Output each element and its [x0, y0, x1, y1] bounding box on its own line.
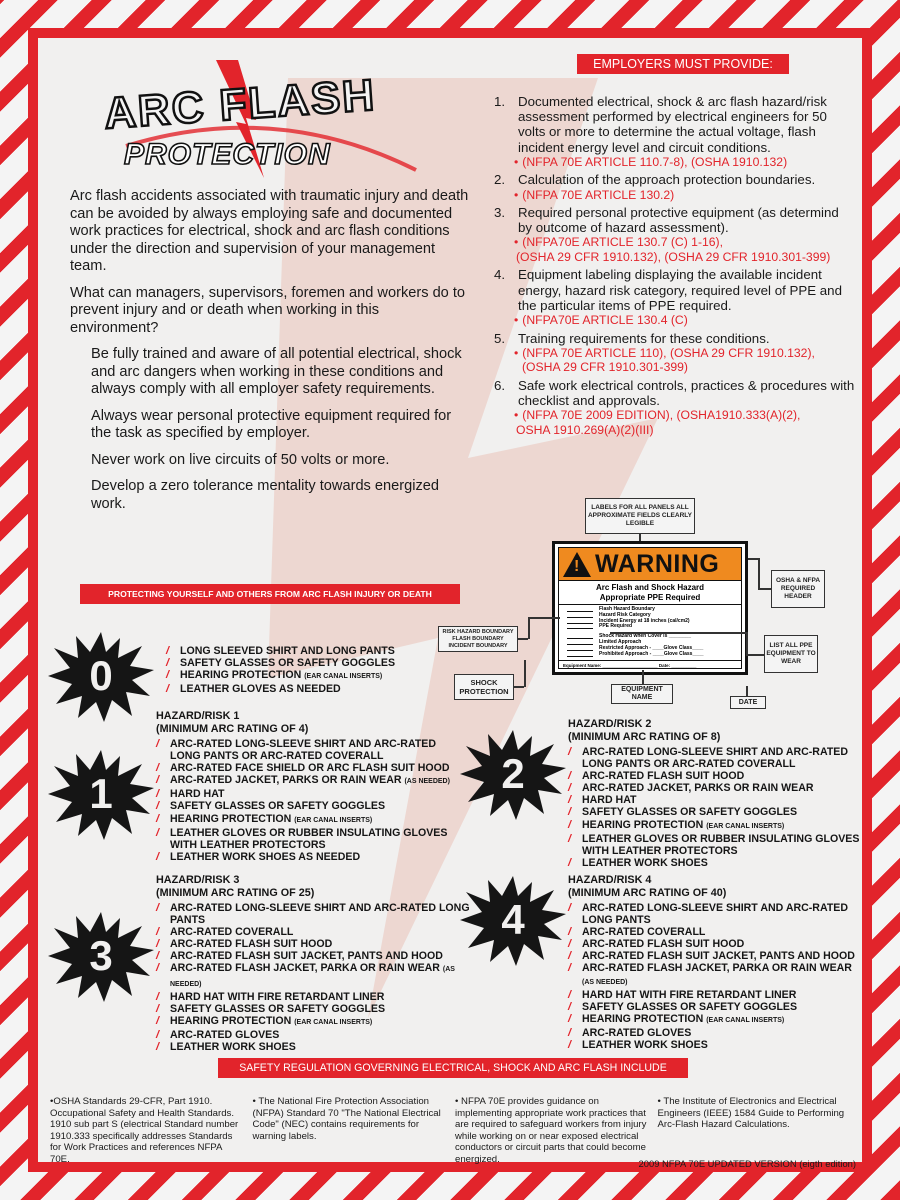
intro-text [70, 188, 470, 522]
employer-item-2: 2. Calculation of the approach protection boundaries. • (NFPA 70E ARTICLE 130.2) [506, 172, 856, 202]
ppe-item: / ARC-RATED JACKET, PARKS OR RAIN WEAR (AS NEEDED) [156, 774, 450, 787]
arc-flash-logo [86, 60, 426, 190]
ppe-item: / HEARING PROTECTION (EAR CANAL INSERTS) [156, 812, 373, 825]
hazard-4-badge: 4 [458, 874, 568, 966]
intro-paragraph: Arc flash accidents associated with traumatic injury and death can be avoided by always employing safe and documented work practices for electrical, shock and arc flash conditions under the direction and supervision of your management team. [70, 188, 469, 274]
connector-line [610, 632, 746, 634]
warning-header: ! WARNING [559, 548, 741, 581]
ppe-item: / ARC-RATED LONG-SLEEVE SHIRT AND ARC-RATED LONG PANTS [568, 902, 849, 927]
hazard-3-badge: 3 [46, 910, 156, 1002]
ppe-item: / ARC-RATED FLASH SUIT HOOD [156, 938, 333, 951]
ppe-item: / ARC-RATED FLASH JACKET, PARKA OR RAIN WEAR (AS NEEDED) [156, 962, 455, 988]
ppe-item: / HEARING PROTECTION (EAR CANAL INSERTS) [156, 1014, 373, 1027]
red-frame [28, 28, 872, 1172]
ppe-item: / LEATHER WORK SHOES [568, 1039, 708, 1052]
warning-fields: Flash Hazard Boundary Hazard Risk Category Incident Energy at 18 inches (cal/cm2) PPE Required Shock Hazard when Cover is ________ Limited Approach Restricted Approach - ____Glove Class____ Prohibited Approach - ____Glove Class____ [559, 605, 741, 661]
employer-item-5: 5. Training requirements for these conditions. • (NFPA 70E ARTICLE 110), (OSHA 29 CFR 1910.132), (OSHA 29 CFR 1910.301-399) [506, 331, 856, 375]
action-item: Always wear personal protective equipment required for the task as specified by employer. [91, 407, 452, 441]
ppe-item: / LEATHER WORK SHOES [568, 856, 708, 869]
connector-line [748, 558, 758, 560]
logo-subtitle: PROTECTION [124, 138, 331, 171]
employer-item-4: 4. Equipment labeling displaying the available incident energy, hazard risk category, required level of PPE and the particular items of PPE required. • (NFPA70E ARTICLE 130.4 (C) [506, 267, 856, 327]
connector-line [514, 686, 524, 688]
ppe-item: / ARC-RATED FLASH SUIT HOOD [568, 770, 745, 783]
hazard-2-list: HAZARD/RISK 2 (MINIMUM ARC RATING OF 8) / ARC-RATED LONG-SLEEVE SHIRT AND ARC-RATED LONG PANTS OR ARC-RATED COVERALL / ARC-RATED FLASH SUIT HOOD / ARC-RATED JACKET, PARKS OR RAIN WEAR / HARD HAT / SAFETY GLASSES OR SAFETY GOGGLES / HEARING PROTECTION (EAR CANAL INSERTS) / LEATHER GLOVES OR RUBBER INSULATING GLOVES WITH LEATHER PROTECTORS / LEATHER WORK SHOES [568, 718, 860, 869]
regulation-ref: • (NFPA 70E ARTICLE 130.2) [514, 187, 675, 202]
employer-item-6: 6. Safe work electrical controls, practices & procedures with checklist and approvals. • (NFPA 70E 2009 EDITION), (OSHA1910.333(A)(2), OSHA 1910.269(A)(2)(III) [494, 377, 855, 437]
ppe-item: / LEATHER WORK SHOES [156, 1041, 296, 1054]
hazard-3-list: HAZARD/RISK 3 (MINIMUM ARC RATING OF 25) / ARC-RATED LONG-SLEEVE SHIRT AND ARC-RATED LONG PANTS / ARC-RATED COVERALL / ARC-RATED FLASH SUIT HOOD / ARC-RATED FLASH SUIT JACKET, PANTS AND HOOD / ARC-RATED FLASH JACKET, PARKA OR RAIN WEAR (AS NEEDED) / HARD HAT WITH FIRE RETARDANT LINER / SAFETY GLASSES OR SAFETY GOGGLES / HEARING PROTECTION (EAR CANAL INSERTS) / ARC-RATED GLOVES / LEATHER WORK SHOES [156, 874, 476, 1053]
ppe-item: / HARD HAT WITH FIRE RETARDANT LINER [156, 990, 385, 1003]
callout-boundaries: RISK HAZARD BOUNDARY FLASH BOUNDARY INCIDENT BOUNDARY [438, 626, 518, 652]
ppe-item: / LEATHER GLOVES OR RUBBER INSULATING GLOVES WITH LEATHER PROTECTORS [568, 832, 860, 857]
ppe-item: / LEATHER WORK SHOES AS NEEDED [156, 850, 361, 863]
connector-line [518, 638, 528, 640]
ppe-item: / ARC-RATED LONG-SLEEVE SHIRT AND ARC-RATED LONG PANTS OR ARC-RATED COVERALL [156, 738, 437, 763]
ppe-item: / ARC-RATED FLASH SUIT JACKET, PANTS AND HOOD [568, 950, 855, 963]
ppe-item: / HEARING PROTECTION (EAR CANAL INSERTS) [568, 1012, 785, 1025]
ppe-item: / HEARING PROTECTION (EAR CANAL INSERTS) [166, 669, 383, 682]
ppe-item: / LONG SLEEVED SHIRT AND LONG PANTS [166, 645, 395, 657]
connector-line [642, 670, 644, 684]
hazard-0-badge: 0 [46, 630, 156, 722]
action-item: Be fully trained and aware of all potential electrical, shock and arc dangers when working in these conditions and always comply with all employer safety requirements. [91, 346, 462, 397]
logo-title: ARC FLASH [102, 70, 378, 139]
connector-line [758, 588, 771, 590]
ppe-item: / ARC-RATED FLASH SUIT HOOD [568, 938, 745, 951]
regulation-nfpa-70: • The National Fire Protection Association (NFPA) Standard 70 "The National Electrical Code" (NEC) contains requirements for warning labels. [252, 1096, 441, 1142]
connector-line [528, 617, 530, 639]
hazard-2-badge: 2 [458, 728, 568, 820]
warning-label [552, 541, 748, 675]
connector-line [746, 686, 748, 696]
employer-item-1: 1. Documented electrical, shock & arc flash hazard/risk assessment performed by electrical engineers for 50 volts or more to determine the actual voltage, flash incident energy level and circuit conditions. • (NFPA 70E ARTICLE 110.7-8), (OSHA 1910.132) [506, 94, 856, 169]
action-item: Never work on live circuits of 50 volts or more. [91, 451, 390, 468]
ppe-item: / SAFETY GLASSES OR SAFETY GOGGLES [156, 800, 386, 813]
hazard-1-badge: 1 [46, 748, 156, 840]
regulations-banner: SAFETY REGULATION GOVERNING ELECTRICAL, SHOCK AND ARC FLASH INCLUDE [218, 1058, 688, 1078]
edition-note: 2009 NFPA 70E UPDATED VERSION (eigth edition) [638, 1158, 856, 1169]
regulation-ref: • (NFPA 70E ARTICLE 110.7-8), (OSHA 1910.132) [514, 154, 788, 169]
ppe-item: / ARC-RATED FLASH JACKET, PARKA OR RAIN WEAR (AS NEEDED) [568, 962, 852, 986]
intro-question: What can managers, supervisors, foremen and workers do to prevent injury and or death when working in this environment? [70, 284, 466, 336]
ppe-item: / HEARING PROTECTION (EAR CANAL INSERTS) [568, 818, 785, 831]
regulation-ref: • (NFPA70E ARTICLE 130.4 (C) [514, 313, 688, 328]
ppe-item: / ARC-RATED LONG-SLEEVE SHIRT AND ARC-RATED LONG PANTS OR ARC-RATED COVERALL [568, 746, 849, 771]
ppe-item: / ARC-RATED LONG-SLEEVE SHIRT AND ARC-RATED LONG PANTS [156, 902, 470, 927]
employers-list [494, 94, 856, 440]
ppe-item: / ARC-RATED FLASH SUIT JACKET, PANTS AND HOOD [156, 950, 443, 963]
ppe-item: / ARC-RATED COVERALL [568, 926, 706, 939]
ppe-item: / HARD HAT WITH FIRE RETARDANT LINER [568, 988, 797, 1001]
callout-labels-all-panels: LABELS FOR ALL PANELS ALL APPROXIMATE FIELDS CLEARLY LEGIBLE [585, 498, 695, 534]
warning-footer: Equipment Name: ______________________ Date: __________ [563, 663, 697, 668]
ppe-item: / ARC-RATED FACE SHIELD OR ARC FLASH SUIT HOOD [156, 762, 450, 775]
warning-subtitle: Arc Flash and Shock Hazard Appropriate PPE Required [559, 581, 741, 605]
warning-triangle-icon [563, 552, 591, 577]
hazard-4-list: HAZARD/RISK 4 (MINIMUM ARC RATING OF 40) / ARC-RATED LONG-SLEEVE SHIRT AND ARC-RATED LONG PANTS / ARC-RATED COVERALL / ARC-RATED FLASH SUIT HOOD / ARC-RATED FLASH SUIT JACKET, PANTS AND HOOD / ARC-RATED FLASH JACKET, PARKA OR RAIN WEAR (AS NEEDED) / HARD HAT WITH FIRE RETARDANT LINER / SAFETY GLASSES OR SAFETY GOGGLES / HEARING PROTECTION (EAR CANAL INSERTS) / ARC-RATED GLOVES / LEATHER WORK SHOES [568, 874, 860, 1051]
ppe-item: / SAFETY GLASSES OR SAFETY GOGGLES [156, 1002, 386, 1015]
action-item: Develop a zero tolerance mentality towards energized work. [91, 478, 440, 512]
protecting-banner: PROTECTING YOURSELF AND OTHERS FROM ARC FLASH INJURY OR DEATH [80, 584, 460, 604]
ppe-item: / LEATHER GLOVES AS NEEDED [166, 683, 341, 696]
callout-required-header: OSHA & NFPA REQUIRED HEADER [771, 570, 825, 608]
employers-banner: EMPLOYERS MUST PROVIDE: [577, 54, 789, 74]
callout-equipment-name: EQUIPMENT NAME [611, 684, 673, 704]
employer-item-3: 3. Required personal protective equipment (as determind by outcome of hazard assessment). • (NFPA70E ARTICLE 130.7 (C) 1-16), (OSHA 29 CFR 1910.132), (OSHA 29 CFR 1910.301-399) [506, 205, 856, 264]
poster-panel [38, 38, 862, 1169]
connector-line [528, 617, 560, 619]
ppe-item: / SAFETY GLASSES OR SAFETY GOGGLES [568, 1000, 798, 1013]
ppe-item: / ARC-RATED GLOVES [156, 1028, 280, 1041]
connector-line [746, 632, 748, 654]
regulation-ref: • (NFPA 70E 2009 EDITION), (OSHA1910.333(A)(2), OSHA 1910.269(A)(2)(III) [514, 408, 801, 437]
ppe-item: / HARD HAT [568, 794, 637, 807]
connector-line [758, 558, 760, 588]
ppe-item: / HARD HAT [156, 788, 225, 801]
ppe-item: / SAFETY GLASSES OR SAFETY GOGGLES [166, 657, 396, 670]
regulation-osha: •OSHA Standards 29-CFR, Part 1910. Occupational Safety and Health Standards. 1910 sub part S (electrical Standard number 1910.333 specifically addresses Standards for Work Practices and references NFPA 70E. [50, 1096, 239, 1165]
callout-shock-protection: SHOCK PROTECTION [454, 674, 514, 700]
regulations-columns [50, 1096, 860, 1166]
hazard-0-list [166, 645, 466, 695]
callout-date: DATE [730, 696, 766, 709]
ppe-item: / LEATHER GLOVES OR RUBBER INSULATING GLOVES WITH LEATHER PROTECTORS [156, 826, 448, 851]
hazard-1-list: HAZARD/RISK 1 (MINIMUM ARC RATING OF 4) / ARC-RATED LONG-SLEEVE SHIRT AND ARC-RATED LONG PANTS OR ARC-RATED COVERALL / ARC-RATED FACE SHIELD OR ARC FLASH SUIT HOOD / ARC-RATED JACKET, PARKS OR RAIN WEAR (AS NEEDED) / HARD HAT / SAFETY GLASSES OR SAFETY GOGGLES / HEARING PROTECTION (EAR CANAL INSERTS) / LEATHER GLOVES OR RUBBER INSULATING GLOVES WITH LEATHER PROTECTORS / LEATHER WORK SHOES AS NEEDED [156, 710, 466, 863]
connector-line [524, 660, 526, 687]
regulation-ref: • (NFPA70E ARTICLE 130.7 (C) 1-16), (OSHA 29 CFR 1910.132), (OSHA 29 CFR 1910.301-399) [514, 235, 831, 264]
ppe-item: / ARC-RATED JACKET, PARKS OR RAIN WEAR [568, 782, 814, 795]
regulation-ieee-1584: • The Institute of Electronics and Electrical Engineers (IEEE) 1584 Guide to Performing Arc-Flash Hazard Calculations. [657, 1096, 845, 1131]
ppe-item: / ARC-RATED GLOVES [568, 1026, 692, 1039]
regulation-ref: • (NFPA 70E ARTICLE 110), (OSHA 29 CFR 1910.132), (OSHA 29 CFR 1910.301-399) [514, 345, 815, 375]
connector-line [746, 654, 764, 656]
callout-list-ppe: LIST ALL PPE EQUIPMENT TO WEAR [764, 635, 818, 673]
regulation-nfpa-70e: • NFPA 70E provides guidance on implementing appropriate work practices that are required to safeguard workers from injury while working on or near exposed electrical conductors or circuit parts that could become energized. [455, 1096, 647, 1165]
ppe-item: / ARC-RATED COVERALL [156, 926, 294, 939]
ppe-item: / SAFETY GLASSES OR SAFETY GOGGLES [568, 806, 798, 819]
